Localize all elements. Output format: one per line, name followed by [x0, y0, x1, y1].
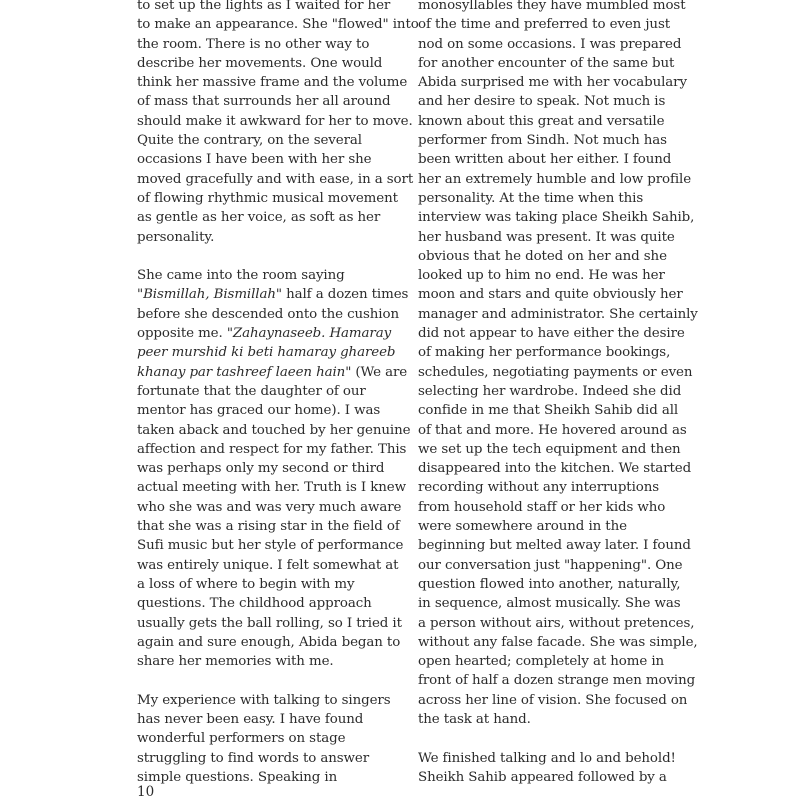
- text-line: confide in me that Sheikh Sahib did all: [418, 403, 679, 419]
- paragraph: [418, 749, 686, 788]
- text-line: Quite the contrary, on the several: [137, 133, 362, 149]
- text-line: her husband was present. It was quite: [418, 229, 675, 245]
- text-line: our conversation just "happening". One: [418, 557, 683, 573]
- text-line: a loss of where to begin with my: [137, 576, 355, 592]
- text-line: affection and respect for my father. This: [137, 441, 407, 457]
- text-line: was entirely unique. I felt somewhat at: [137, 557, 399, 573]
- text-line: "Bismillah, Bismillah" half a dozen times: [137, 287, 409, 303]
- text-line: of the time and preferred to even just: [418, 17, 670, 33]
- text-line: My experience with talking to singers: [137, 692, 391, 708]
- text-line: of making her performance bookings,: [418, 345, 671, 361]
- text-line: obvious that he doted on her and she: [418, 248, 667, 264]
- text-line: Abida surprised me with her vocabulary: [418, 75, 687, 91]
- text-line: without any false facade. She was simple,: [418, 634, 698, 650]
- text-line: for another encounter of the same but: [418, 55, 675, 71]
- text-line: looked up to him no end. He was her: [418, 268, 665, 284]
- text-line: personality.: [137, 229, 215, 245]
- text-line: the task at hand.: [418, 711, 531, 727]
- text-line: monosyllables they have mumbled most: [418, 0, 686, 13]
- text-line: simple questions. Speaking in: [137, 769, 338, 785]
- text-line: of flowing rhythmic musical movement: [137, 190, 398, 206]
- text-line: was perhaps only my second or third: [137, 461, 385, 477]
- text-line: from household staff or her kids who: [418, 499, 666, 515]
- text-line: opposite me. "Zahaynaseeb. Hamaray: [137, 326, 392, 342]
- text-line: has never been easy. I have found: [137, 711, 364, 727]
- text-line: did not appear to have either the desire: [418, 326, 685, 342]
- text-line: moon and stars and quite obviously her: [418, 287, 683, 303]
- text-line: Sheikh Sahib appeared followed by a: [418, 769, 667, 785]
- text-line: of that and more. He hovered around as: [418, 422, 687, 438]
- text-line: known about this great and versatile: [418, 113, 665, 129]
- paragraph: [137, 0, 419, 247]
- paragraph: [137, 266, 411, 671]
- paragraph: [137, 691, 399, 787]
- text-line: occasions I have been with her she: [137, 152, 372, 168]
- text-line: moved gracefully and with ease, in a sort: [137, 171, 414, 187]
- text-line: open hearted; completely at home in: [418, 654, 665, 670]
- text-line: She came into the room saying: [137, 268, 345, 284]
- text-line: taken aback and touched by her genuine: [137, 422, 411, 438]
- text-line: recording without any interruptions: [418, 480, 660, 496]
- text-line: should make it awkward for her to move.: [137, 113, 413, 129]
- text-line: of mass that surrounds her all around: [137, 94, 391, 110]
- text-line: struggling to find words to answer: [137, 750, 370, 766]
- text-line: questions. The childhood approach: [137, 596, 372, 612]
- text-line: beginning but melted away later. I found: [418, 538, 691, 554]
- text-line: khanay par tashreef laeen hain" (We are: [137, 364, 408, 380]
- text-line: describe her movements. One would: [137, 55, 383, 71]
- text-line: were somewhere around in the: [418, 519, 627, 535]
- text-line: the room. There is no other way to: [137, 36, 370, 52]
- text-line: before she descended onto the cushion: [137, 306, 399, 322]
- text-line: We finished talking and lo and behold!: [418, 750, 676, 766]
- text-line: mentor has graced our home). I was: [137, 403, 381, 419]
- text-line: who she was and was very much aware: [137, 499, 402, 515]
- text-line: peer murshid ki beti hamaray ghareeb: [137, 345, 396, 361]
- text-line: her an extremely humble and low profile: [418, 171, 692, 187]
- text-line: share her memories with me.: [137, 654, 334, 670]
- text-line: that she was a rising star in the field of: [137, 519, 400, 535]
- text-line: wonderful performers on stage: [137, 731, 346, 747]
- page-number: 10: [137, 784, 155, 800]
- text-line: schedules, negotiating payments or even: [418, 364, 693, 380]
- text-line: in sequence, almost musically. She was: [418, 596, 681, 612]
- text-line: front of half a dozen strange men moving: [418, 673, 696, 689]
- text-line: we set up the tech equipment and then: [418, 441, 681, 457]
- text-line: performer from Sindh. Not much has: [418, 133, 667, 149]
- text-line: interview was taking place Sheikh Sahib,: [418, 210, 695, 226]
- text-line: personality. At the time when this: [418, 190, 644, 206]
- text-line: fortunate that the daughter of our: [137, 383, 366, 399]
- text-line: to make an appearance. She "flowed" into: [137, 17, 419, 33]
- text-line: a person without airs, without pretences,: [418, 615, 695, 631]
- text-line: as gentle as her voice, as soft as her: [137, 210, 381, 226]
- text-line: disappeared into the kitchen. We started: [418, 461, 692, 477]
- text-line: to set up the lights as I waited for her: [137, 0, 391, 13]
- text-line: question flowed into another, naturally,: [418, 576, 681, 592]
- text-line: manager and administrator. She certainly: [418, 306, 698, 322]
- text-line: actual meeting with her. Truth is I knew: [137, 480, 406, 496]
- text-line: again and sure enough, Abida began to: [137, 634, 401, 650]
- text-line: think her massive frame and the volume: [137, 75, 408, 91]
- text-line: been written about her either. I found: [418, 152, 672, 168]
- left-text-column: [137, 0, 419, 806]
- right-text-column: [418, 0, 698, 806]
- text-line: selecting her wardrobe. Indeed she did: [418, 383, 682, 399]
- text-line: Sufi music but her style of performance: [137, 538, 404, 554]
- text-line: nod on some occasions. I was prepared: [418, 36, 682, 52]
- text-line: across her line of vision. She focused on: [418, 692, 688, 708]
- paragraph: [418, 0, 698, 729]
- text-line: and her desire to speak. Not much is: [418, 94, 666, 110]
- text-line: usually gets the ball rolling, so I tried it: [137, 615, 402, 631]
